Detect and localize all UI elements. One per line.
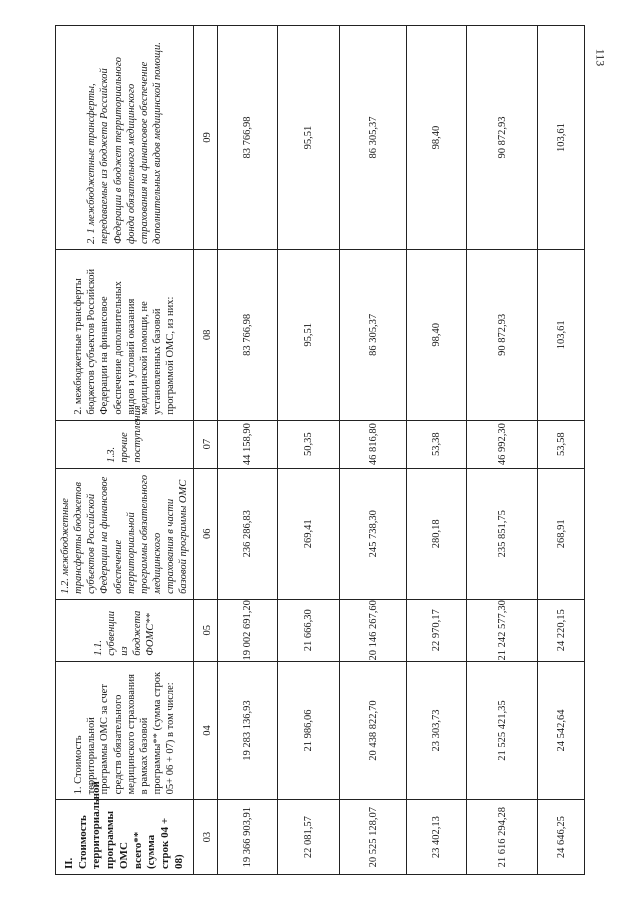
- cell-value: 21 242 577,30: [467, 599, 538, 661]
- row-code-03: 03: [194, 800, 218, 875]
- row-name-07: 1.3. прочие поступления: [56, 420, 194, 468]
- row-code-08: 08: [194, 250, 218, 421]
- cell-value: 46 992,30: [467, 420, 538, 468]
- row-code-04: 04: [194, 661, 218, 800]
- cell-value: 53,58: [538, 420, 585, 468]
- cell-value: 44 158,90: [218, 420, 278, 468]
- row-values-6: [538, 26, 585, 875]
- cell-value: 24 542,64: [538, 661, 585, 800]
- cell-value: 50,35: [278, 420, 340, 468]
- row-names: [56, 26, 194, 875]
- cell-value: 21 616 294,28: [467, 800, 538, 875]
- cell-value: 20 525 128,07: [340, 800, 407, 875]
- cell-value: 269,41: [278, 468, 340, 599]
- cell-value: 103,61: [538, 250, 585, 421]
- row-code-09: 09: [194, 26, 218, 250]
- cell-value: 24 646,25: [538, 800, 585, 875]
- cell-value: 19 002 691,20: [218, 599, 278, 661]
- cell-value: 23 303,73: [407, 661, 467, 800]
- cell-value: 83 766,98: [218, 26, 278, 250]
- cell-value: 95,51: [278, 26, 340, 250]
- cell-value: 53,38: [407, 420, 467, 468]
- cell-value: 20 438 822,70: [340, 661, 407, 800]
- cell-value: 21 986,06: [278, 661, 340, 800]
- row-name-09: 2. 1 межбюджетные трансферты, передаваемые из бюджета Российской Федерации в бюджет территориального фонда обязательного медицинского страхования на финансовое обеспечение дополнительных видов медицинской помощи.: [56, 26, 194, 250]
- row-name-04: 1. Стоимость территориальной программы ОМС за счет средств обязательного медицинского страхования в рамках базовой программы** (сумма строк 05+ 06 + 07) в том числе:: [56, 661, 194, 800]
- cell-value: 86 305,37: [340, 26, 407, 250]
- cell-value: 22 970,17: [407, 599, 467, 661]
- cell-value: 245 738,30: [340, 468, 407, 599]
- page-number: 113: [593, 48, 608, 67]
- row-codes: [194, 26, 218, 875]
- cell-value: 95,51: [278, 250, 340, 421]
- cell-value: 19 366 903,91: [218, 800, 278, 875]
- row-code-07: 07: [194, 420, 218, 468]
- row-values-1: [218, 26, 278, 875]
- row-name-03: II. Стоимость территориальной программы ОМС всего** (сумма строк 04 + 08): [56, 800, 194, 875]
- rotated-table-container: [55, 25, 571, 875]
- row-values-4: [407, 26, 467, 875]
- cell-value: 98,40: [407, 250, 467, 421]
- cell-value: 24 220,15: [538, 599, 585, 661]
- row-values-2: [278, 26, 340, 875]
- cell-value: 90 872,93: [467, 26, 538, 250]
- cell-value: 19 283 136,93: [218, 661, 278, 800]
- row-name-06: 1.2. межбюджетные трансферты бюджетов субъектов Российской Федерации на финансовое обеспечение территориальной программы обязательного медицинского страхования в части базовой программы ОМС: [56, 468, 194, 599]
- cell-value: 103,61: [538, 26, 585, 250]
- cell-value: 98,40: [407, 26, 467, 250]
- cell-value: 90 872,93: [467, 250, 538, 421]
- cell-value: 268,91: [538, 468, 585, 599]
- cell-value: 21 525 421,35: [467, 661, 538, 800]
- row-values-5: [467, 26, 538, 875]
- cell-value: 20 146 267,60: [340, 599, 407, 661]
- row-values-3: [340, 26, 407, 875]
- row-code-05: 05: [194, 599, 218, 661]
- row-name-08: 2. межбюджетные трансферты бюджетов субъектов Российской Федерации на финансовое обеспечение дополнительных видов и условий оказания медицинской помощи, не установленных базовой программой ОМС, из них:: [56, 250, 194, 421]
- row-code-06: 06: [194, 468, 218, 599]
- cell-value: 235 851,75: [467, 468, 538, 599]
- row-name-05: 1.1. субвенции из бюджета ФОМС**: [56, 599, 194, 661]
- cell-value: 86 305,37: [340, 250, 407, 421]
- cell-value: 23 402,13: [407, 800, 467, 875]
- cell-value: 280,18: [407, 468, 467, 599]
- financing-table: [55, 25, 585, 875]
- cell-value: 46 816,80: [340, 420, 407, 468]
- cell-value: 22 081,57: [278, 800, 340, 875]
- cell-value: 21 666,30: [278, 599, 340, 661]
- cell-value: 83 766,98: [218, 250, 278, 421]
- cell-value: 236 286,83: [218, 468, 278, 599]
